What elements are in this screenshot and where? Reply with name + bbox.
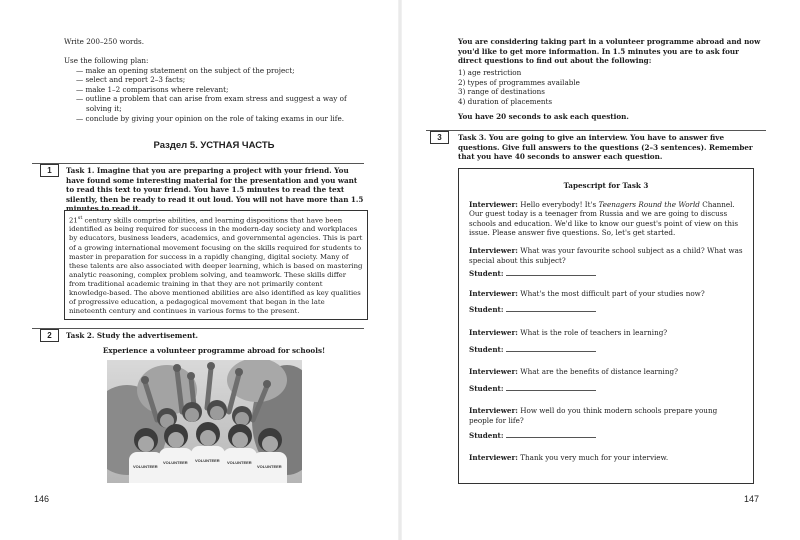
seconds-note: You have 20 seconds to ask each question. <box>458 112 629 121</box>
answer-blank <box>506 269 596 276</box>
question-point: 2) types of programmes available <box>458 77 580 87</box>
interviewer-label: Interviewer: <box>469 453 518 463</box>
task3-number: 3 <box>430 131 449 144</box>
page-number-right: 147 <box>744 494 760 504</box>
interviewer-intro <box>469 200 743 238</box>
shirt-label: VOLUNTEER <box>227 460 252 465</box>
right-page <box>400 0 800 540</box>
shirt-label: VOLUNTEER <box>163 460 188 465</box>
question-text: What are the benefits of distance learning? <box>517 367 678 377</box>
reading-text-body: century skills comprise abilities, and learning dispositions that have been identified as being required for success in the modern-day society and workplaces by educators, business leaders, academics, and governmental agencies. This is part of a growing international movement focusing on the skills required for students to master in preparation for success in a rapidly changing, digital society. Many of these talents are also associated with deeper learning, which is based on mastering analytic reasoning, complex problem solving, and teamwork. These skills differ from traditional academic training in that they are not primarily content knowledge-based. The above mentioned abilities are also identified as key qualities of progressive education, a pedagogical movement that began in the late nineteenth century and continues in various forms to the present. <box>69 216 363 316</box>
student-label: Student: <box>469 269 504 279</box>
interviewer-question <box>469 246 743 265</box>
question-points <box>458 68 758 106</box>
shirt-label: VOLUNTEER <box>257 464 282 469</box>
student-answer-line <box>469 305 743 315</box>
plan <box>64 56 364 123</box>
answer-blank <box>506 345 596 352</box>
intro-text: Hello everybody! It's <box>517 199 599 209</box>
tapescript-title: Tapescript for Task 3 <box>563 181 649 190</box>
reading-text-prefix: 21 <box>69 216 78 225</box>
plan-intro: Use the following plan: <box>64 56 149 65</box>
answer-blank <box>506 431 596 438</box>
task2-number: 2 <box>40 329 59 342</box>
task3-rule <box>426 130 766 131</box>
page-number-left: 146 <box>34 494 50 504</box>
task1-reading-text <box>64 210 368 320</box>
plan-item: — make 1–2 comparisons where relevant; <box>76 84 229 94</box>
reading-text-sup: st <box>77 215 83 221</box>
answer-blank <box>506 305 596 312</box>
interviewer-question <box>469 328 743 338</box>
question-text: What was your favourite school subject as a child? What was special about this subject? <box>469 245 743 265</box>
channel-name: Teenagers Round the World <box>598 199 700 209</box>
task3-instruction: Task 3. You are going to give an interview. You have to answer five questions. Give full answers to the questions (2–3 sentences). Remember that you have 40 seconds to answer each question. <box>458 133 753 162</box>
plan-list <box>64 66 364 124</box>
question-text: What is the role of teachers in learning? <box>517 327 668 337</box>
task2-scenario: You are considering taking part in a volunteer programme abroad and now you'd like to get more information. In 1.5 minutes you are to ask four direct questions to find out about the following: <box>458 37 761 66</box>
tapescript-box <box>458 168 754 484</box>
interviewer-question <box>469 367 743 377</box>
write-instruction: Write 200–250 words. <box>64 37 145 46</box>
task1-instruction: Task 1. Imagine that you are preparing a project with your friend. You have found some interesting material for the presentation and you want to read this text to your friend. You have 1.5 minutes to read the text silently, then be ready to read it out loud. You will not have more than 1.5 minutes to read it. <box>66 166 364 214</box>
question-point: 1) age restriction <box>458 68 522 77</box>
student-answer-line <box>469 384 743 394</box>
closing-text: Thank you very much for your interview. <box>517 453 669 463</box>
student-label: Student: <box>469 305 504 315</box>
shirt-label: VOLUNTEER <box>195 458 220 463</box>
volunteers-photo <box>107 360 302 483</box>
interviewer-question <box>469 289 743 299</box>
interviewer-label: Interviewer: <box>469 406 518 416</box>
task2-instruction: Task 2. Study the advertisement. <box>66 331 199 340</box>
interviewer-label: Interviewer: <box>469 367 518 377</box>
task1-number: 1 <box>40 164 59 177</box>
section-title: Раздел 5. УСТНАЯ ЧАСТЬ <box>153 140 275 151</box>
interviewer-question <box>469 406 743 425</box>
question-point: 3) range of destinations <box>458 87 545 97</box>
interviewer-closing <box>469 453 743 463</box>
task1-rule <box>32 163 364 164</box>
shirt-label: VOLUNTEER <box>133 464 158 469</box>
plan-item: — conclude by giving your opinion on the role of taking exams in our life. <box>76 113 344 123</box>
question-text: How well do you think modern schools prepare young people for life? <box>469 406 718 425</box>
ad-headline: Experience a volunteer programme abroad for schools! <box>102 346 326 355</box>
question-point: 4) duration of placements <box>458 96 553 106</box>
plan-item: — make an opening statement on the subject of the project; <box>76 65 295 75</box>
plan-item: — select and report 2–3 facts; <box>76 75 186 85</box>
question-text: What's the most difficult part of your studies now? <box>517 288 705 298</box>
student-label: Student: <box>469 344 504 354</box>
student-answer-line <box>469 269 743 279</box>
interviewer-label: Interviewer: <box>469 327 518 337</box>
interviewer-label: Interviewer: <box>469 288 518 298</box>
student-answer-line <box>469 345 743 355</box>
plan-item: — outline a problem that can arise from exam stress and suggest a way of solving it; <box>76 94 347 113</box>
answer-blank <box>506 384 596 391</box>
interviewer-label: Interviewer: <box>469 245 518 255</box>
task2-rule <box>32 328 364 329</box>
student-label: Student: <box>469 430 504 440</box>
student-answer-line <box>469 431 743 441</box>
interviewer-label: Interviewer: <box>469 199 518 209</box>
student-label: Student: <box>469 383 504 393</box>
intro-text-end: Channel. Our guest today is a teenager from Russia and we are going to discuss schools and education. We'd like to know our guest's point of view on this issue. Please answer five questions. So, let's get started. <box>469 199 739 238</box>
